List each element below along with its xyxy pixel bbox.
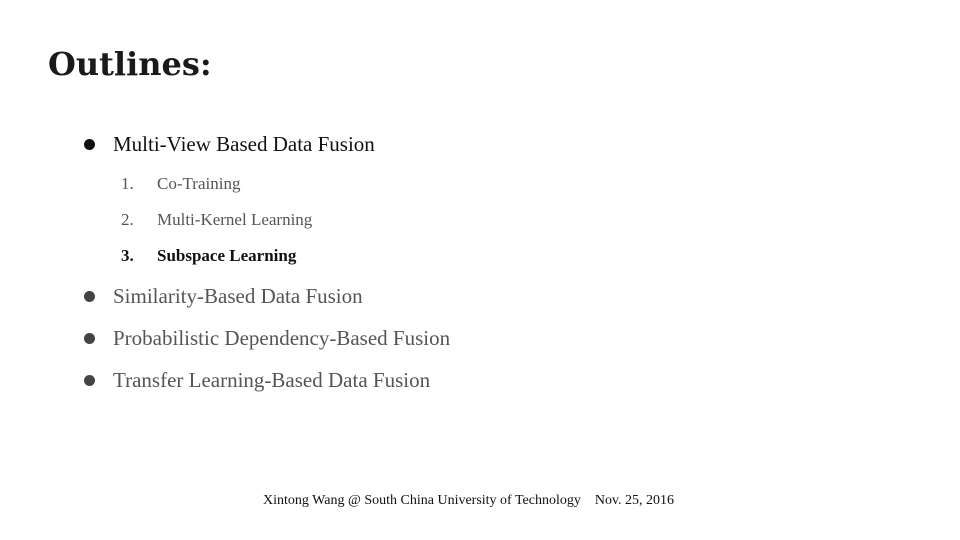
outline-item-label: Transfer Learning-Based Data Fusion: [113, 368, 431, 392]
outline-subitem-subspace: [121, 244, 296, 268]
bullet-icon: [84, 333, 95, 344]
outline-item-multi-view: [84, 130, 375, 158]
outline-subitem-multi-kernel: [121, 208, 312, 232]
outline-item-similarity: [84, 282, 363, 310]
footer-date: Nov. 25, 2016: [594, 493, 675, 508]
outline-item-label: Similarity-Based Data Fusion: [113, 284, 363, 308]
subitem-label: Multi-Kernel Learning: [157, 210, 313, 229]
outline-item-transfer: [84, 366, 430, 394]
bullet-icon: [84, 291, 95, 302]
subitem-number: 3.: [121, 246, 134, 265]
subitem-number: 2.: [121, 210, 134, 229]
subitem-number: 1.: [121, 174, 134, 193]
subitem-label: Co-Training: [157, 174, 241, 193]
outline-item-label: Multi-View Based Data Fusion: [113, 132, 375, 156]
outline-subitem-co-training: [121, 172, 240, 196]
bullet-icon: [84, 375, 95, 386]
subitem-label: Subspace Learning: [157, 246, 297, 265]
slide-footer: [263, 491, 674, 511]
outline-item-probabilistic: [84, 324, 450, 352]
bullet-icon: [84, 139, 95, 150]
outline-item-label: Probabilistic Dependency-Based Fusion: [113, 326, 451, 350]
footer-author: Xintong Wang @ South China University of Technology: [263, 493, 581, 508]
slide-title: Outlines:: [48, 45, 212, 83]
